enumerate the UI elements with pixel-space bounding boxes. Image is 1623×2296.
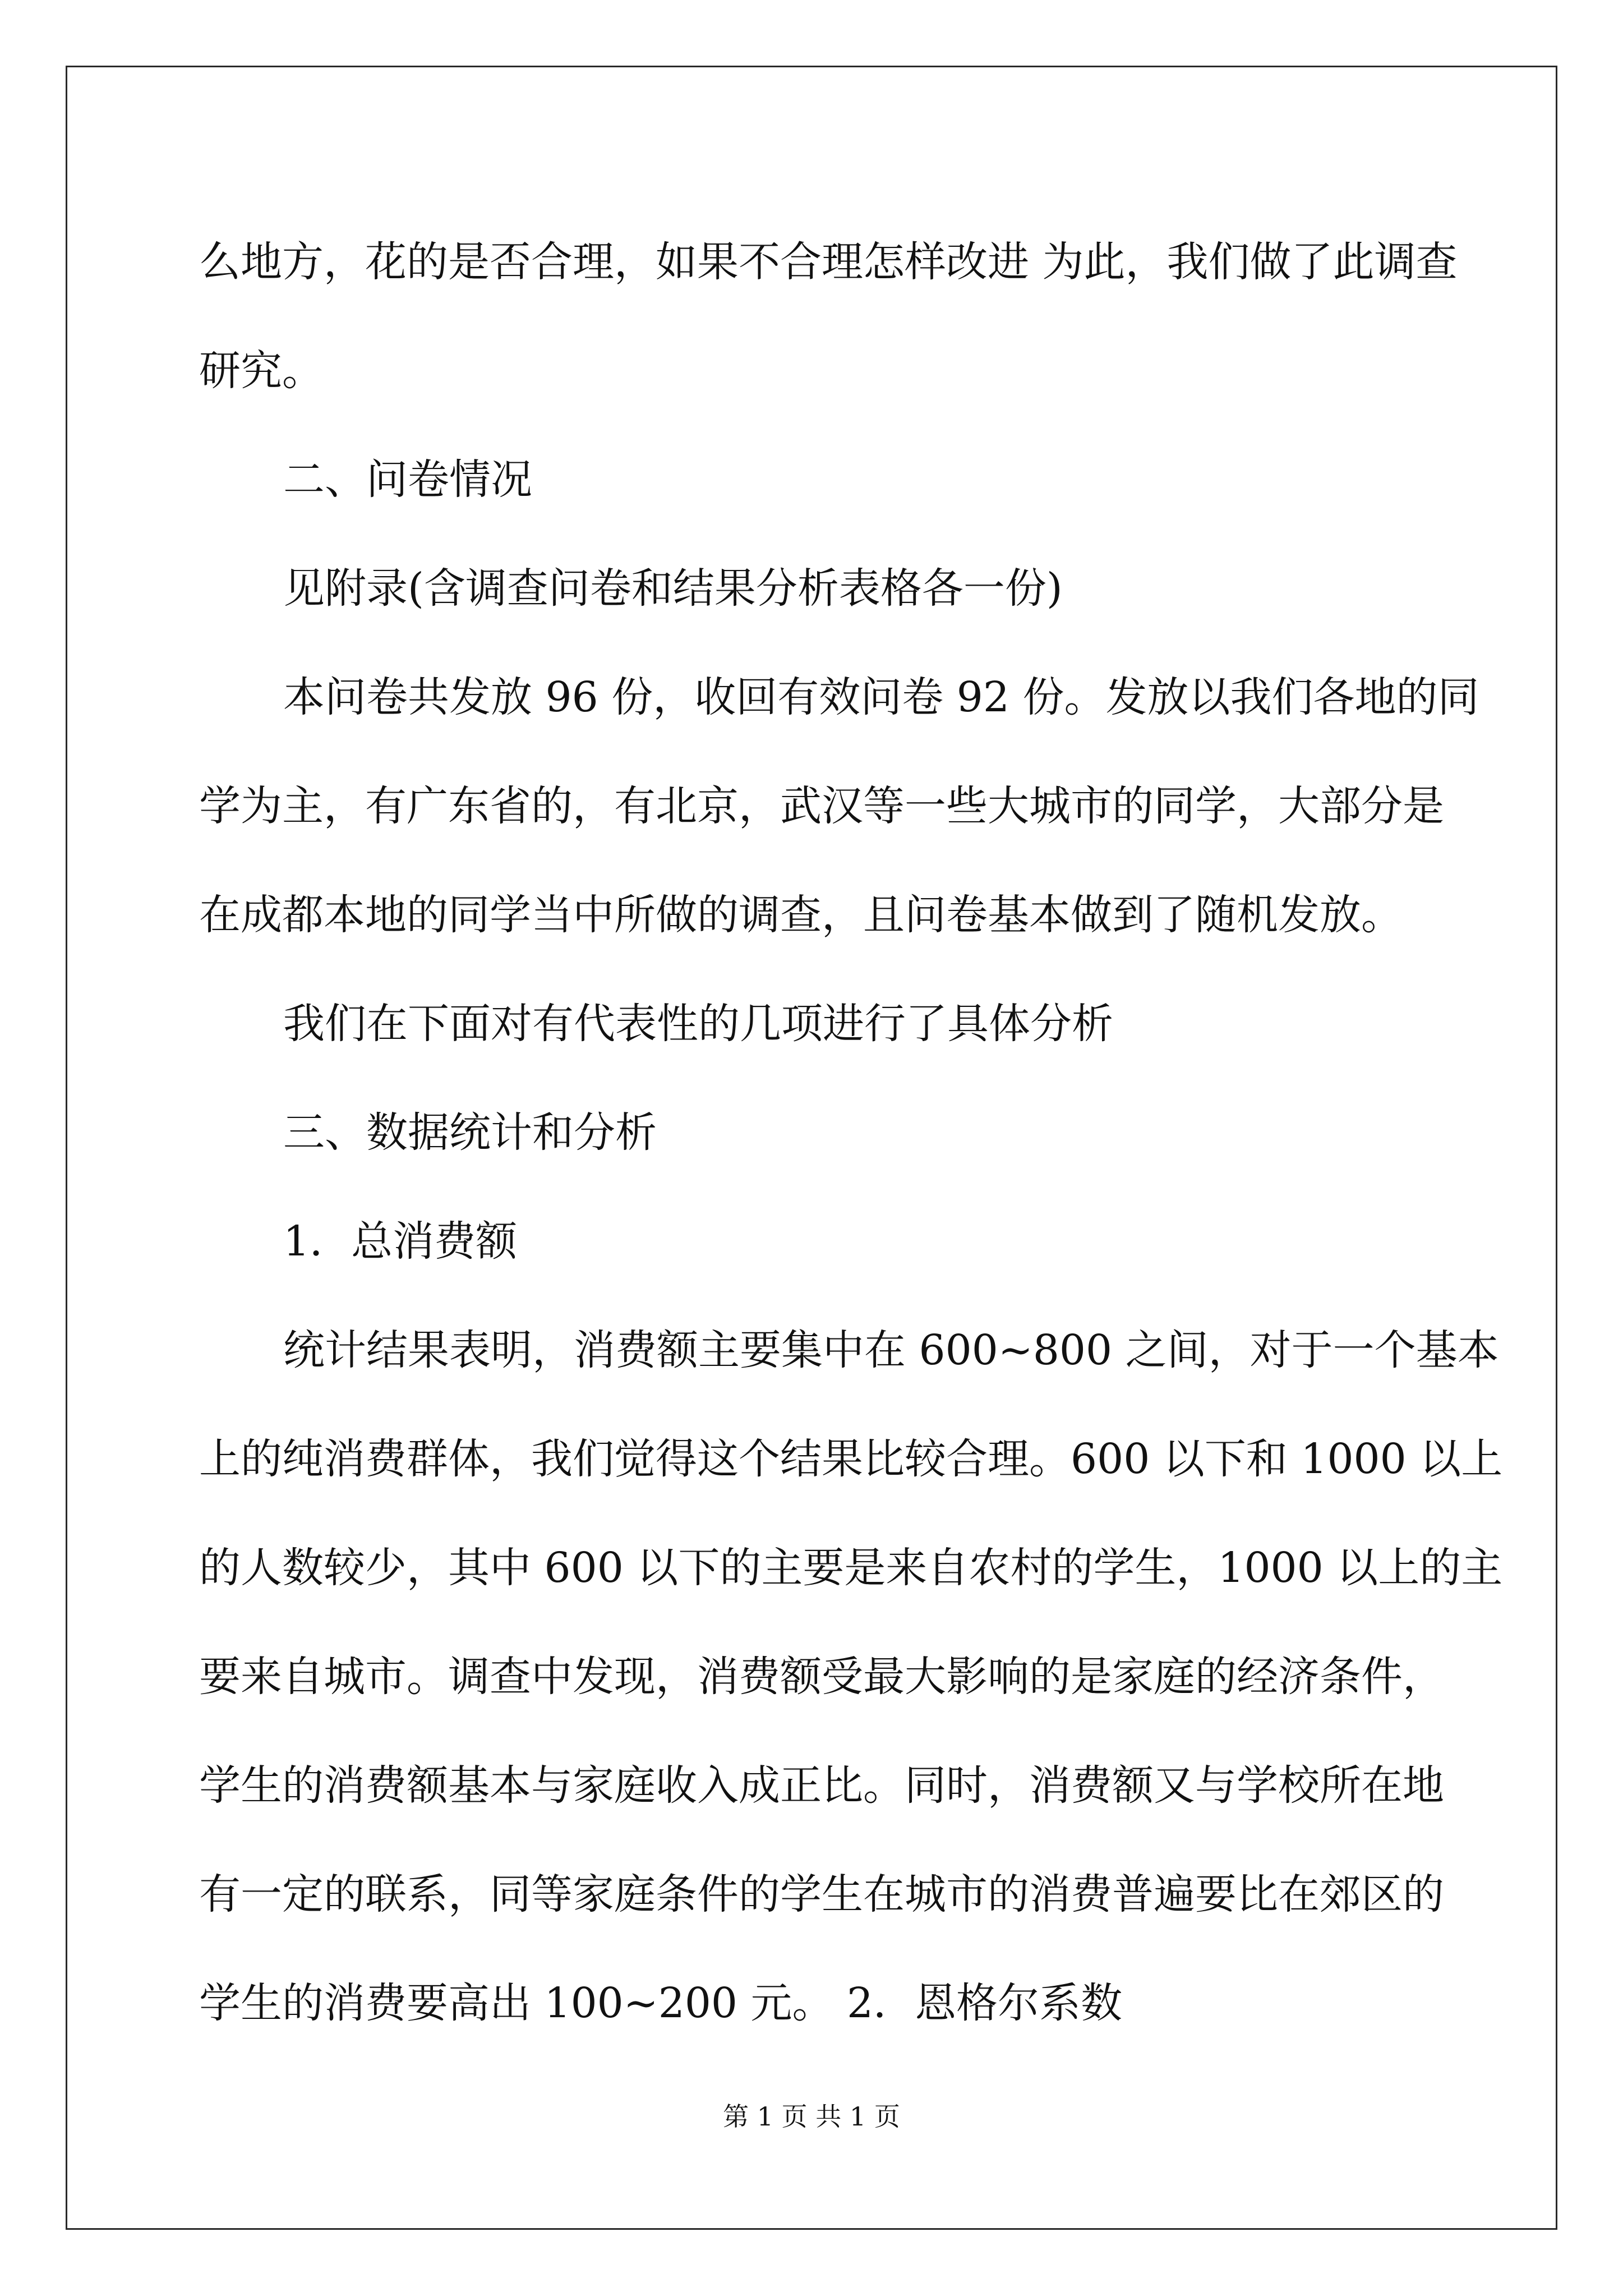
text-line: 么 地 方 ， 花 的 是 否 合 理 ， 如 果 不 合 理 怎 样 改 进 为 此 ， 我 们 做 了 此 调 查 — [199, 238, 1458, 286]
text-line: 本 问 卷 共 发 放 9 6 份 ， 收 回 有 效 问 卷 9 2 份 。 发 放 以 我 们 各 地 的 同 — [283, 673, 1479, 721]
text-line: 在成都本地的同学当中所做的调查，且问卷基本做到了随机发放。 — [199, 891, 1403, 939]
section-heading: 二、问卷情况 — [283, 455, 532, 504]
text-line: 有 一 定 的 联 系 ， 同 等 家 庭 条 件 的 学 生 在 城 市 的 消 费 普 遍 要 比 在 郊 区 的 — [199, 1870, 1444, 1918]
text-line: 学 为 主 ， 有 广 东 省 的 ， 有 北 京 ， 武 汉 等 一 些 大 城 市 的 同 学 ， 大 部 分 是 — [199, 782, 1444, 830]
text-line: 上 的 纯 消 费 群 体 ， 我 们 觉 得 这 个 结 果 比 较 合 理 。 6 0 0 以 下 和 1 0 0 0 以 上 — [199, 1435, 1503, 1483]
section-heading: 三、数据统计和分析 — [283, 1108, 657, 1157]
text-line: 研究。 — [199, 347, 324, 395]
text-line: 学生的消费要高出 100~200 元。 2．恩格尔系数 — [199, 1979, 1123, 2027]
page-footer: 第 1 页 共 1 页 — [723, 2101, 900, 2132]
text-line: 统 计 结 果 表 明 ， 消 费 额 主 要 集 中 在 6 0 0 ~ 8 0 0 之 间 ， 对 于 一 个 基 本 — [283, 1326, 1499, 1374]
text-line: 我们在下面对有代表性的几项进行了具体分析 — [283, 1000, 1113, 1048]
text-line: 学 生 的 消 费 额 基 本 与 家 庭 收 入 成 正 比 。 同 时 ， 消 费 额 又 与 学 校 所 在 地 — [199, 1761, 1444, 1810]
document-body — [199, 208, 1503, 2058]
text-line: 的 人 数 较 少 ， 其 中 6 0 0 以 下 的 主 要 是 来 自 农 村 的 学 生 ， 1 0 0 0 以 上 的 主 — [199, 1544, 1503, 1592]
subsection-heading: 1．总消费额 — [283, 1217, 518, 1266]
text-line: 见附录(含调查问卷和结果分析表格各一份) — [283, 564, 1063, 613]
text-line: 要 来 自 城 市 。 调 查 中 发 现 ， 消 费 额 受 最 大 影 响 的 是 家 庭 的 经 济 条 件 ， — [199, 1653, 1444, 1701]
